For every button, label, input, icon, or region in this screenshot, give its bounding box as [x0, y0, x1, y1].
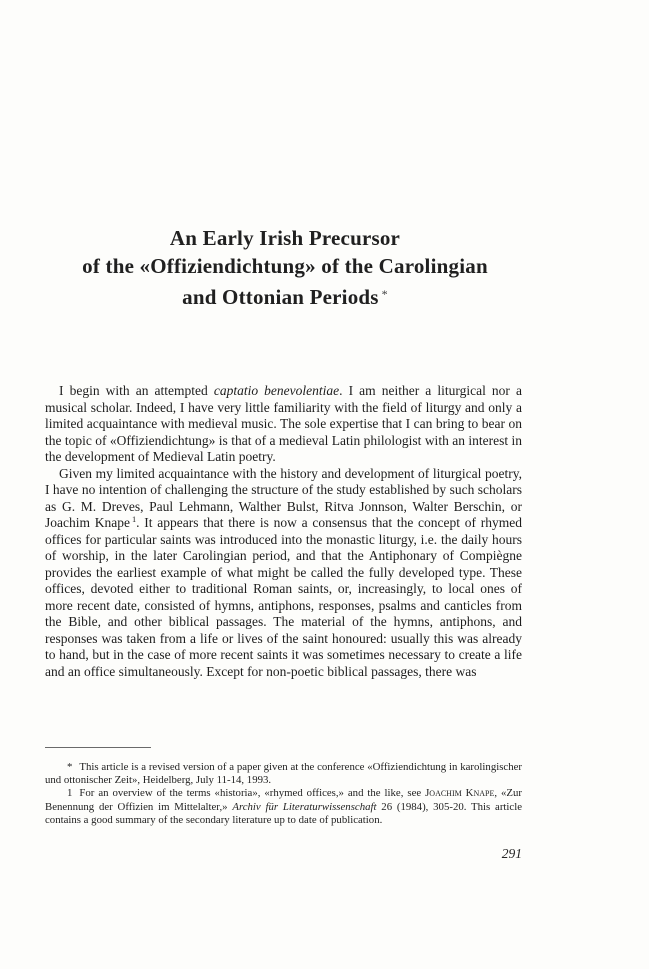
article-title-line-3	[45, 280, 525, 311]
article-title-line-2: of the «Offiziendichtung» of the Carolingian	[82, 254, 488, 278]
footnote-marker: *	[67, 761, 73, 773]
article-title	[45, 224, 525, 311]
footnote-text: This article is a revised version of a paper given at the conference «Offiziendichtung in karolingischer und ottonischer Zeit», Heidelberg, July 11-14, 1993.	[45, 761, 522, 787]
page-number: 291	[501, 846, 522, 861]
footnote-divider	[45, 747, 151, 748]
article-title-line-1: An Early Irish Precursor	[169, 226, 401, 250]
article-body	[45, 383, 522, 680]
body-paragraph-1: I begin with an attempted captatio benevolentiae. I am neither a liturgical nor a musical scholar. Indeed, I have very little familiarity with the field of liturgy and only a limited acquaintance with medieval music. The sole expertise that I can bring to bear on the topic of «Offiziendichtung» is that of a medieval Latin philologist with an interest in the development of Medieval Latin poetry.	[45, 383, 522, 464]
footnotes	[45, 761, 522, 827]
footnote-text: For an overview of the terms «historia», «rhymed offices,» and the like, see Joachim Knape, «Zur Benennung der Offizien im Mittelalter,» Archiv für Literaturwissenschaft 26 (1984), 305-20. This article contains a good summary of the secondary literature up to date of publication.	[45, 787, 522, 826]
footnote-asterisk	[45, 761, 522, 787]
title-footnote-symbol: *	[381, 287, 388, 301]
article-title-line-3-text: and Ottonian Periods	[182, 285, 379, 309]
footnote-1	[45, 787, 522, 827]
footnote-marker: 1	[67, 787, 73, 800]
body-paragraph-2: Given my limited acquaintance with the history and development of liturgical poetry, I have no intention of challenging the structure of the study established by such scholars as G. M. Dreves, Paul Lehmann, Walther Bulst, Ritva Jonnson, Walter Berschin, or Joachim Knape $^1$. It appears that there is now a consensus that the concept of rhymed offices for particular saints was introduced into the monastic liturgy, i.e. the daily hours of worship, in the later Carolingian period, and that the Antiphonary of Compiègne provides the earliest example of what might be called the fully developed type. These offices, devoted either to traditional Roman saints, or, increasingly, to local ones of more recent date, consisted of hymns, antiphons, responses, psalms and canticles from the Bible, and other biblical passages. The material of the hymns, antiphons, and responses was taken from a life or lives of the saint honoured: usually this was already to hand, but in the case of more recent saints it was sometimes necessary to create a life and an office simultaneously. Except for non-poetic biblical passages, there was	[45, 465, 522, 679]
